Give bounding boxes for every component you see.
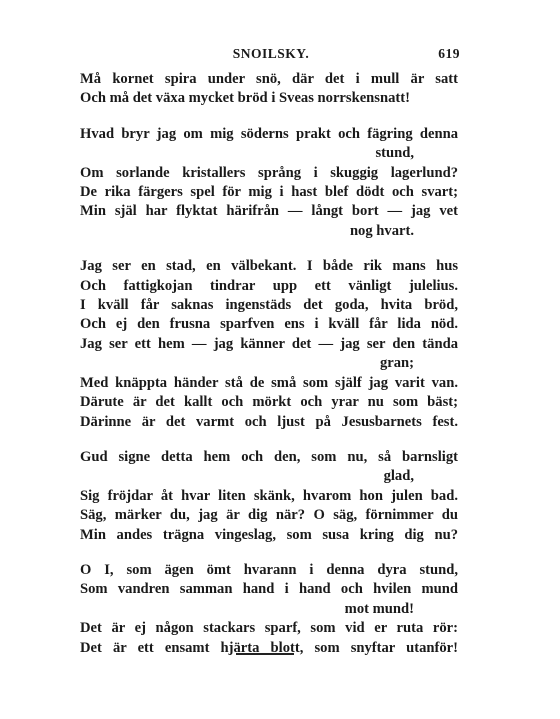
verse-line: Må kornet spira under snö, där det i mull är satt: [80, 71, 458, 87]
verse-line: Min själ har flyktat härifrån — långt bort — jag vet: [80, 203, 458, 220]
page-number: 619: [438, 46, 460, 61]
stanza: [80, 70, 458, 109]
verse-line: Därute är det kallt och mörkt och yrar nu som bäst;: [80, 394, 458, 411]
verse-line: Och må det växa mycket bröd i Sveas norrskensnatt!: [80, 90, 410, 107]
verse-line: Det är ej någon stackars sparf, som vid er ruta rör:: [80, 620, 458, 637]
verse-turnover: stund,: [375, 145, 414, 162]
end-rule: [236, 653, 294, 655]
verse-line: I kväll får saknas ingenstäds det goda, hvita bröd,: [80, 297, 458, 314]
poem: [80, 70, 458, 674]
verse-line: Därinne är det varmt och ljust på Jesusbarnets fest.: [80, 413, 458, 430]
stanza: [80, 448, 458, 545]
verse-line: Som vandren samman hand i hand och hvilen mund: [80, 581, 458, 598]
verse-line: Det är ett ensamt hjärta blott, som snyftar utanför!: [80, 639, 458, 656]
verse-line: Med knäppta händer stå de små som själf jag varit van.: [80, 374, 458, 391]
verse-line: Min andes trägna vingeslag, som susa kring dig nu?: [80, 526, 458, 543]
verse-turnover: gran;: [379, 355, 414, 372]
verse-line: Hvad bryr jag om mig söderns prakt och fägring denna: [80, 125, 458, 142]
verse-turnover: mot mund!: [344, 600, 414, 617]
verse-line: Och fattigkojan tindrar upp ett vänligt julelius.: [80, 277, 458, 294]
verse-line: Jag ser ett hem — jag känner det — jag ser den tända: [80, 335, 458, 352]
verse-line: Sig fröjdar åt hvar liten skänk, hvarom hon julen bad.: [80, 487, 458, 504]
verse-turnover: nog hvart.: [349, 222, 414, 239]
verse-line: Gud signe detta hem och den, som nu, så barnsligt: [80, 448, 458, 465]
verse-line: O I, som ägen ömt hvarann i denna dyra stund,: [80, 561, 458, 578]
stanza: [80, 257, 458, 432]
running-title: SNOILSKY.: [232, 46, 310, 61]
verse-line: Om sorlande kristallers språng i skuggig lagerlund?: [80, 164, 458, 181]
stanza: [80, 125, 458, 241]
verse-line: Och ej den frusna sparfven ens i kväll får lida nöd.: [80, 316, 458, 333]
verse-line: Säg, märker du, jag är dig när? O säg, förnimmer du: [80, 507, 458, 524]
verse-line: De rika färgers spel för mig i hast blef dödt och svart;: [80, 184, 458, 201]
stanza: [80, 561, 458, 658]
verse-line: Jag ser en stad, en välbekant. I både rik mans hus: [80, 258, 458, 275]
verse-turnover: glad,: [383, 468, 414, 485]
